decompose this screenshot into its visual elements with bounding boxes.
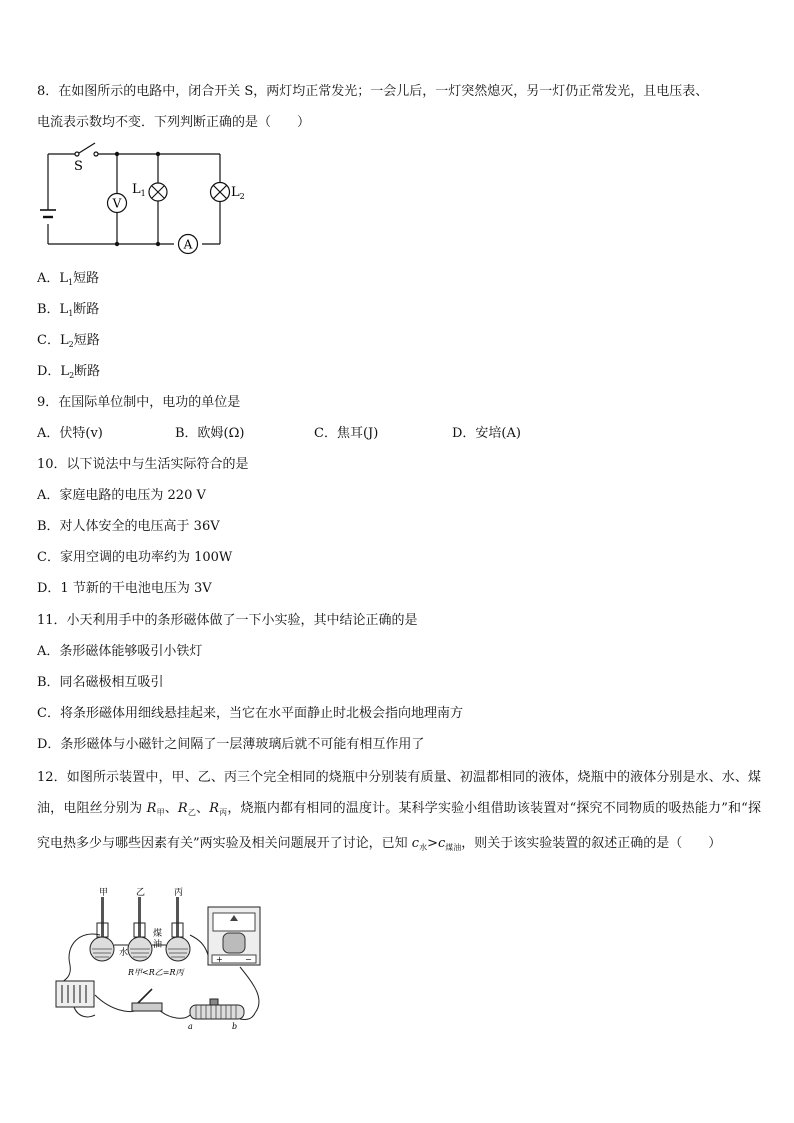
q9-option-b: B．欧姆(Ω) — [175, 426, 245, 441]
flask-yi — [128, 897, 152, 961]
flask-label-bing: 丙 — [174, 888, 184, 898]
q8-stem-line1: 8．在如图所示的电路中，闭合开关 S，两灯均正常发光；一会儿后，一灯突然熄灭，另一灯仍正常发光，且电压表、 — [37, 84, 709, 99]
q9-option-d: D．安培(A) — [452, 426, 521, 441]
q8-option-c: C．$L_2$短路 — [37, 333, 100, 349]
q10-option-c: C．家用空调的电功率约为 100W — [37, 550, 233, 565]
q11-option-c: C．将条形磁体用细线悬挂起来，当它在水平面静止时北极会指向地理南方 — [37, 706, 463, 721]
q8-option-d: D．$L_2$断路 — [37, 364, 101, 380]
meter-minus-label: − — [245, 955, 252, 964]
q10-option-b: B．对人体安全的电压高于 36V — [37, 519, 220, 534]
liquid-label-kerosene-1: 煤 — [153, 929, 163, 939]
lamp-l2-label: $L_2$ — [231, 185, 245, 201]
liquid-label-kerosene-2: 油 — [153, 940, 163, 950]
q8-stem-line2: 电流表示数均不变．下列判断正确的是（ ） — [37, 115, 311, 130]
rheostat — [188, 999, 244, 1031]
rheostat-label-a: a — [188, 1022, 193, 1031]
q9-option-c: C．焦耳(J) — [314, 426, 379, 441]
ammeter-label: A — [183, 237, 193, 252]
flask-bing — [166, 897, 190, 961]
meter-device — [208, 907, 260, 965]
switch-label: S — [74, 159, 83, 174]
q11-option-d: D．条形磁体与小磁针之间隔了一层薄玻璃后就不可能有相互作用了 — [37, 737, 425, 752]
q11-stem: 11．小天利用手中的条形磁体做了一下小实验，其中结论正确的是 — [37, 613, 418, 628]
resistance-relation-label: R甲<R乙=R丙 — [128, 968, 184, 977]
q10-option-a: A．家庭电路的电压为 220 V — [37, 488, 206, 503]
lamp-l1-symbol — [149, 183, 167, 201]
flask-label-yi: 乙 — [136, 888, 146, 898]
flask-label-jia: 甲 — [99, 888, 109, 898]
q10-stem: 10．以下说法中与生活实际符合的是 — [37, 457, 249, 472]
battery-pack — [56, 981, 94, 1007]
flask-jia — [90, 897, 114, 961]
q8-option-b: B．$L_1$断路 — [37, 302, 100, 318]
q11-option-b: B．同名磁极相互吸引 — [37, 675, 164, 690]
q9-stem: 9．在国际单位制中，电功的单位是 — [37, 395, 241, 410]
voltmeter-label: V — [112, 196, 122, 211]
rheostat-label-b: b — [232, 1022, 238, 1031]
q8-option-a: A．$L_1$短路 — [37, 271, 100, 287]
q12-apparatus-figure — [40, 885, 280, 1030]
lamp-l1-label: $L_1$ — [132, 182, 146, 198]
q10-option-d: D．1 节新的干电池电压为 3V — [37, 581, 212, 596]
liquid-label-water: 水 — [119, 948, 129, 958]
knife-switch — [132, 989, 162, 1011]
q8-circuit-diagram — [40, 140, 245, 260]
lamp-l2-symbol — [211, 183, 230, 202]
q11-option-a: A．条形磁体能够吸引小铁灯 — [37, 644, 203, 659]
q9-option-a: A．伏特(v) — [37, 426, 103, 441]
q12-stem: 12．如图所示装置中，甲、乙、丙三个完全相同的烧瓶中分别装有质量、初温都相同的液体，烧瓶中的液体分别是水、水、煤油，电阻丝分别为 $R_甲$、$R_乙$、$R_丙$，烧瓶内都有相同的温度计。某科学实验小组借助该装置对“探究不同物质的吸热能力”和“探究电热多少与哪些因素有关”两实验及相关问题展开了讨论，已知 $c_水>c_{煤油}$，则关于该实验装置的叙述正确的是（ ） — [37, 770, 761, 852]
meter-plus-label: + — [216, 955, 223, 964]
